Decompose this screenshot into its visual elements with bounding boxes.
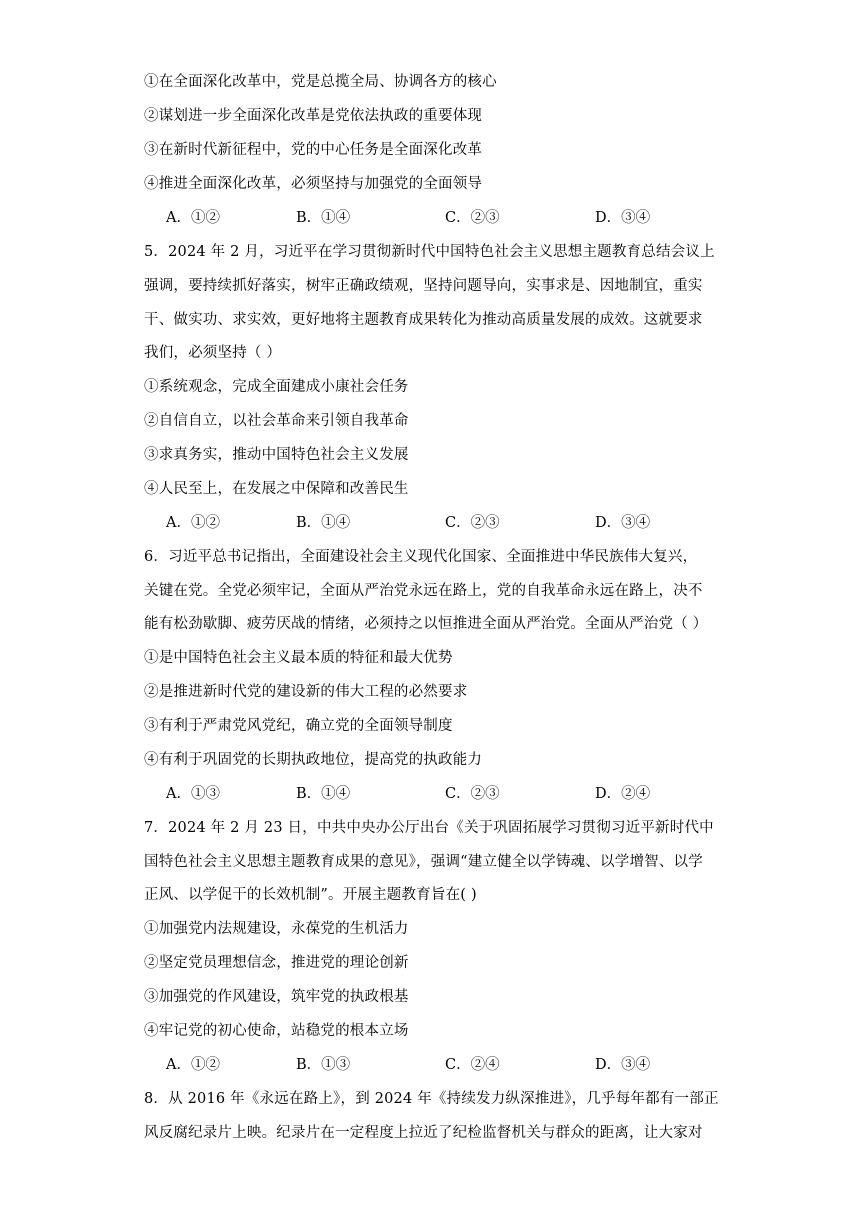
q7-stem-line-2: 国特色社会主义思想主题教育成果的意见》，强调“建立健全以学铸魂、以学增智、以学 [144, 854, 703, 870]
q8-stem-line-2: 风反腐纪录片上映。纪录片在一定程度上拉近了纪检监督机关与群众的距离，让大家对 [144, 1125, 703, 1141]
q7-item-4: ④牢记党的初心使命，站稳党的根本立场 [144, 1023, 409, 1039]
q4-item-3: ③在新时代新征程中，党的中心任务是全面深化改革 [144, 142, 483, 158]
q5-item-4: ④人民至上，在发展之中保障和改善民生 [144, 481, 409, 497]
q7-option-a: A．①② [166, 1057, 220, 1073]
q5-option-b: B．①④ [296, 515, 351, 531]
q6-item-1: ①是中国特色社会主义最本质的特征和最大优势 [144, 650, 453, 666]
q5-option-a: A．①② [166, 515, 220, 531]
q6-option-d: D．②④ [595, 786, 651, 802]
q5-option-d: D．③④ [595, 515, 651, 531]
q6-stem-line-1: 6．习近平总书记指出，全面建设社会主义现代化国家、全面推进中华民族伟大复兴， [144, 549, 698, 565]
q4-option-c: C．②③ [445, 210, 500, 226]
q6-option-c: C．②③ [445, 786, 500, 802]
q5-item-3: ③求真务实，推动中国特色社会主义发展 [144, 447, 409, 463]
q8-stem-line-1: 8．从 2016 年《永远在路上》，到 2024 年《持续发力纵深推进》，几乎每年都有一部正 [144, 1091, 719, 1107]
q5-item-1: ①系统观念，完成全面建成小康社会任务 [144, 379, 409, 395]
q7-option-c: C．②④ [445, 1057, 500, 1073]
q6-option-b: B．①④ [296, 786, 351, 802]
q6-stem-line-3: 能有松劲歇脚、疲劳厌战的情绪，必须持之以恒推进全面从严治党。全面从严治党（ ） [144, 616, 708, 632]
q4-option-d: D．③④ [595, 210, 651, 226]
q6-item-2: ②是推进新时代党的建设新的伟大工程的必然要求 [144, 684, 468, 700]
q7-option-b: B．①③ [296, 1057, 351, 1073]
q6-stem-line-2: 关键在党。全党必须牢记，全面从严治党永远在路上，党的自我革命永远在路上，决不 [144, 583, 703, 599]
q7-stem-line-1: 7．2024 年 2 月 23 日，中共中央办公厅出台《关于巩固拓展学习贯彻习近平新时代中 [144, 820, 714, 836]
q7-item-3: ③加强党的作风建设，筑牢党的执政根基 [144, 989, 409, 1005]
q6-item-3: ③有利于严肃党风党纪，确立党的全面领导制度 [144, 718, 453, 734]
q5-item-2: ②自信自立，以社会革命来引领自我革命 [144, 413, 409, 429]
q7-item-2: ②坚定党员理想信念，推进党的理论创新 [144, 955, 409, 971]
q5-stem-line-3: 干、做实功、求实效，更好地将主题教育成果转化为推动高质量发展的成效。这就要求 [144, 312, 703, 328]
q5-stem-line-4: 我们，必须坚持（ ） [144, 345, 282, 361]
q4-item-1: ①在全面深化改革中，党是总揽全局、协调各方的核心 [144, 74, 497, 90]
q6-option-a: A．①③ [166, 786, 220, 802]
q4-option-a: A．①② [166, 210, 220, 226]
q7-option-d: D．③④ [595, 1057, 651, 1073]
q6-item-4: ④有利于巩固党的长期执政地位，提高党的执政能力 [144, 752, 483, 768]
q5-stem-line-1: 5．2024 年 2 月，习近平在学习贯彻新时代中国特色社会主义思想主题教育总结会议上 [144, 244, 715, 260]
q7-stem-line-3: 正风、以学促干的长效机制”。开展主题教育旨在( ) [144, 887, 477, 903]
q5-option-c: C．②③ [445, 515, 500, 531]
q7-item-1: ①加强党内法规建设，永葆党的生机活力 [144, 921, 409, 937]
q4-option-b: B．①④ [296, 210, 351, 226]
q5-stem-line-2: 强调，要持续抓好落实，树牢正确政绩观，坚持问题导向，实事求是、因地制宜，重实 [144, 278, 703, 294]
q4-item-2: ②谋划进一步全面深化改革是党依法执政的重要体现 [144, 108, 483, 124]
q4-item-4: ④推进全面深化改革，必须坚持与加强党的全面领导 [144, 176, 483, 192]
